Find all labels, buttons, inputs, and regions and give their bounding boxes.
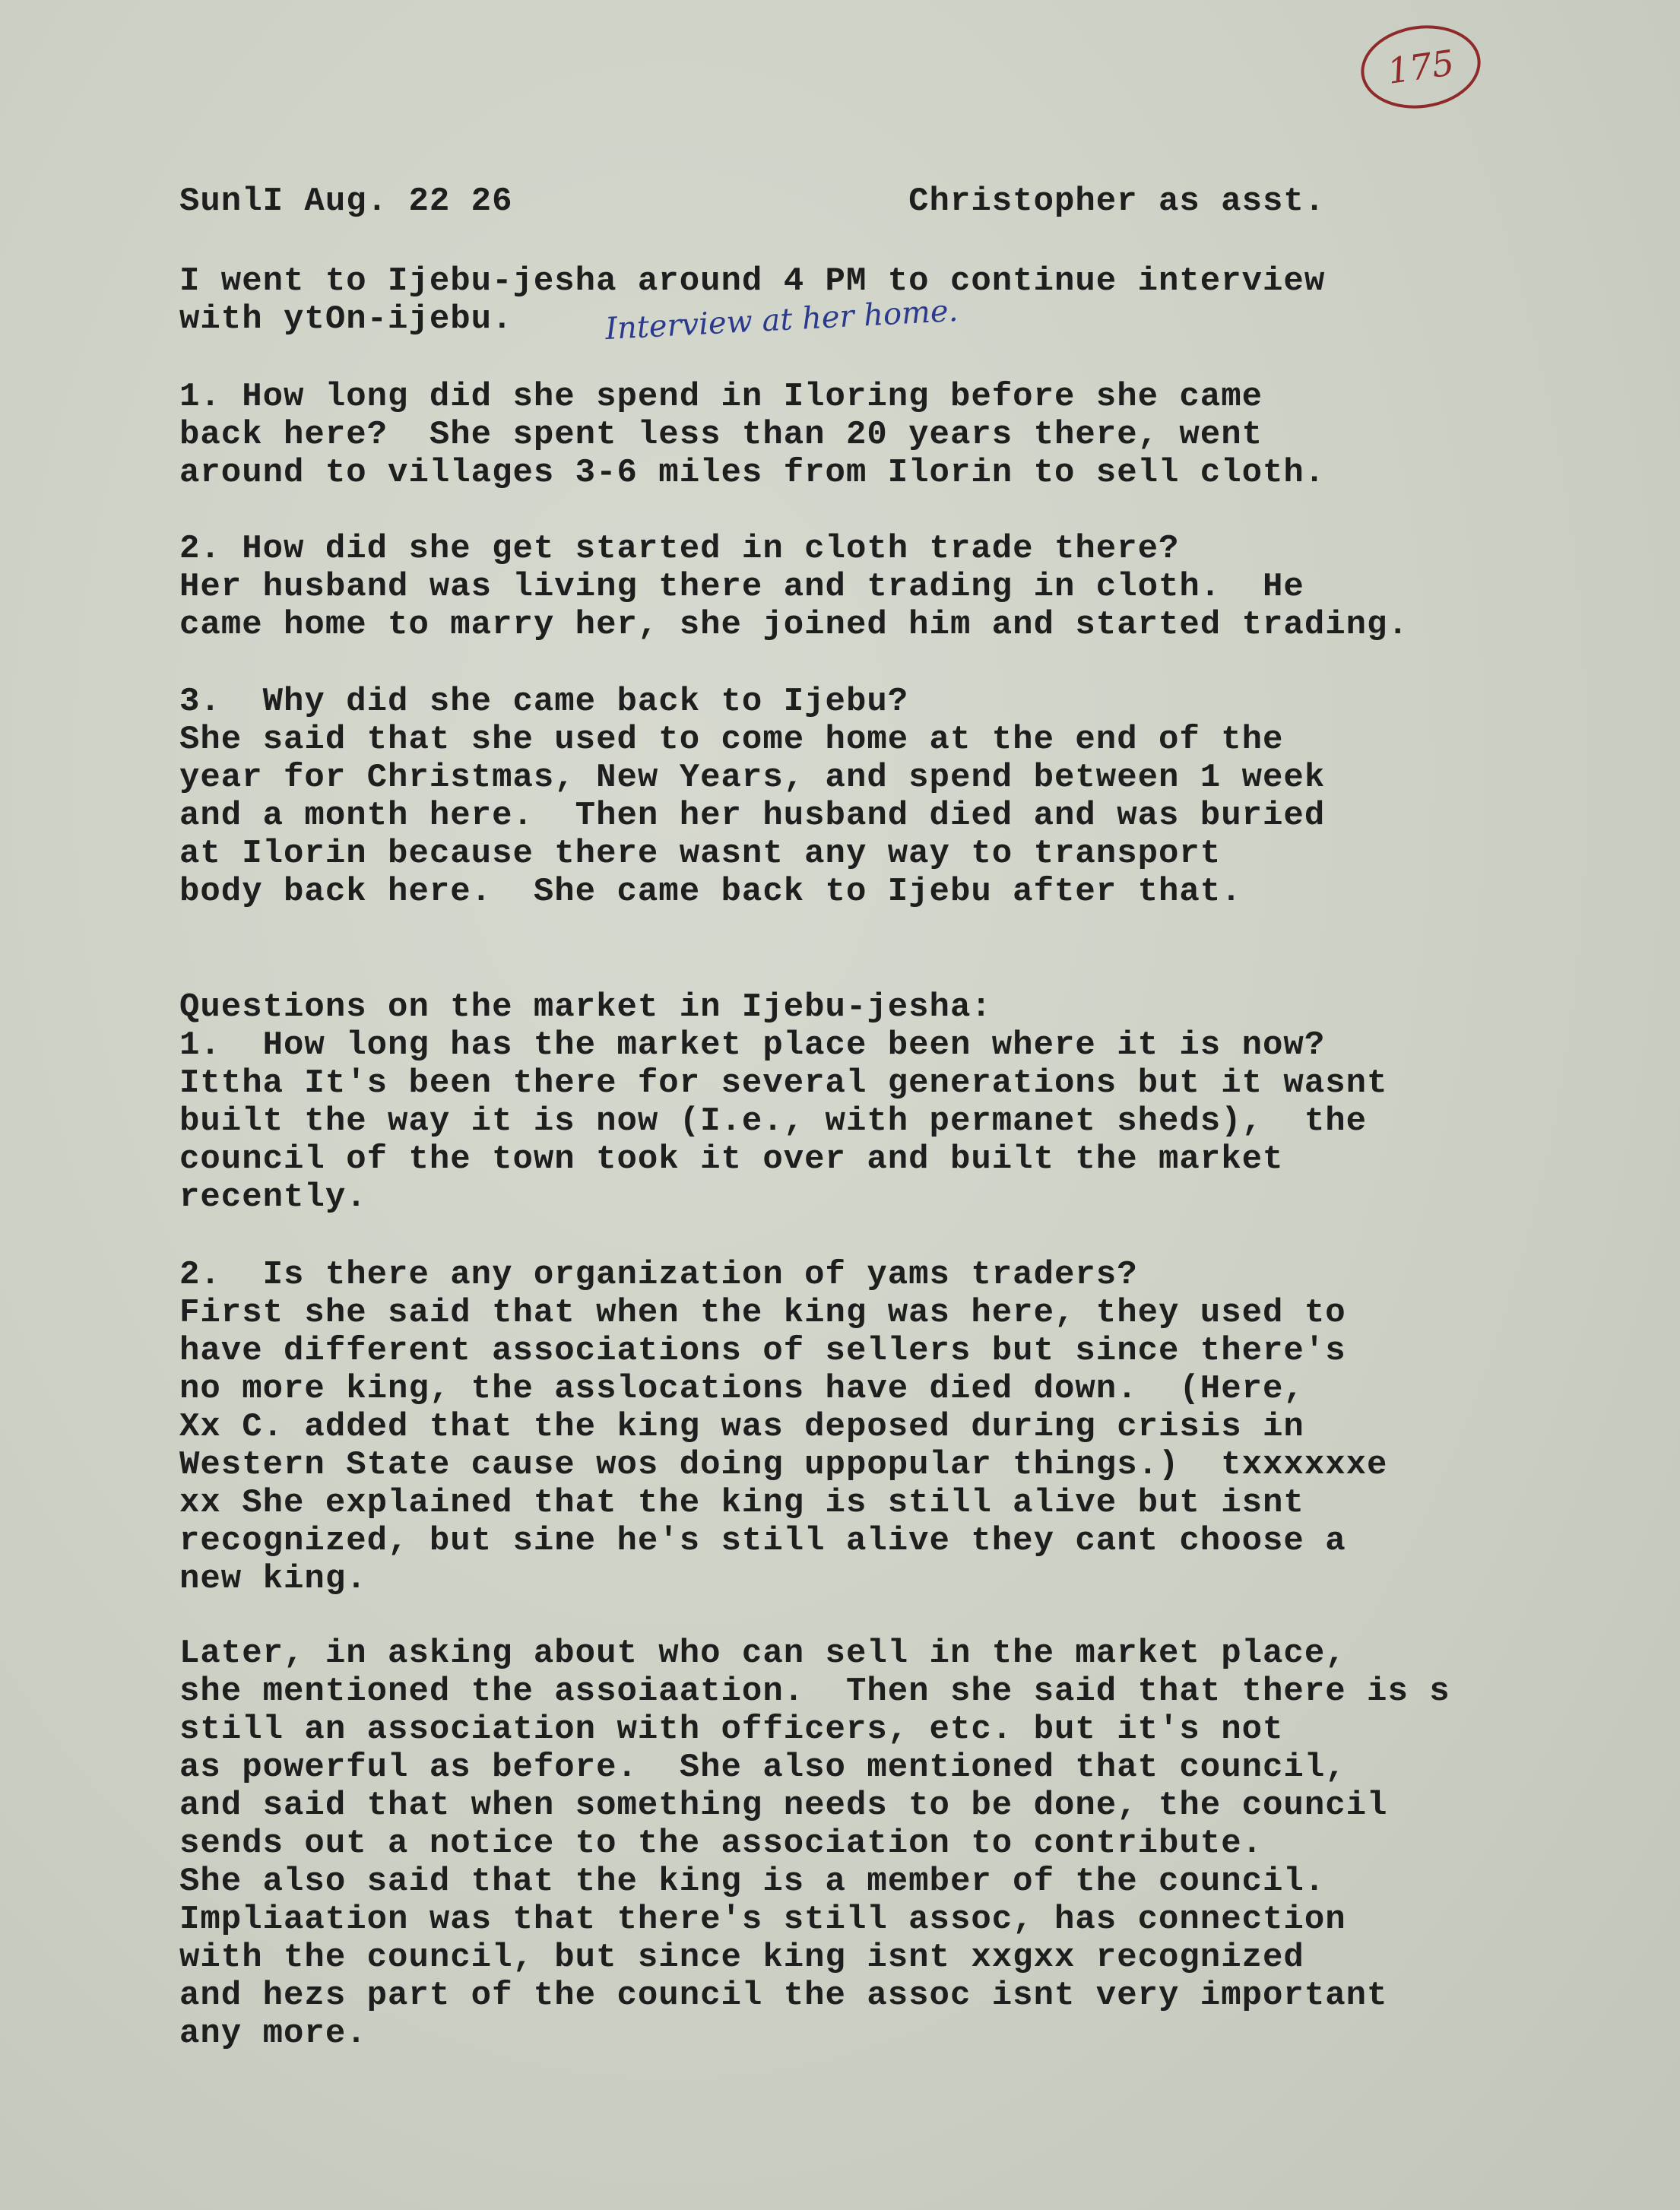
paragraph-question-3 bbox=[179, 683, 1325, 911]
paragraph-later bbox=[179, 1635, 1450, 2053]
text-line: and a month here. Then her husband died and was buried bbox=[179, 797, 1326, 835]
text-line: First she said that when the king was here, they used to bbox=[179, 1294, 1346, 1332]
text-line: Impliaation was that there's still assoc, has connection bbox=[179, 1901, 1346, 1939]
text-line: came home to marry her, she joined him and started trading. bbox=[179, 606, 1409, 644]
text-line: no more king, the asslocations have died down. (Here, bbox=[179, 1370, 1304, 1408]
text-line: 3. Why did she came back to Ijebu? bbox=[179, 683, 909, 721]
paragraph-question-2 bbox=[179, 530, 1409, 644]
text-line: 2. Is there any organization of yams traders? bbox=[179, 1256, 1138, 1294]
text-line: I went to Ijebu-jesha around 4 PM to continue interview bbox=[179, 262, 1326, 300]
header-assistant: Christopher as asst. bbox=[908, 182, 1326, 220]
text-line: around to villages 3-6 miles from Ilorin to sell cloth. bbox=[179, 454, 1326, 492]
text-line: with ytOn-ijebu. bbox=[179, 300, 513, 338]
text-line: still an association with officers, etc. but it's not bbox=[179, 1711, 1284, 1749]
text-line: 2. How did she get started in cloth trade there? bbox=[179, 530, 1180, 568]
text-line: back here? She spent less than 20 years there, went bbox=[179, 416, 1263, 454]
text-line: have different associations of sellers but since there's bbox=[179, 1332, 1346, 1370]
text-line: xx She explained that the king is still alive but isnt bbox=[179, 1484, 1304, 1522]
page-number-stamp bbox=[1355, 18, 1485, 116]
text-line: 1. How long did she spend in Iloring before she came bbox=[179, 378, 1263, 416]
text-line: recognized, but sine he's still alive they cant choose a bbox=[179, 1522, 1346, 1560]
header-line bbox=[179, 182, 1325, 220]
text-line: She said that she used to come home at the end of the bbox=[179, 721, 1284, 759]
text-line: and hezs part of the council the assoc isnt very important bbox=[179, 1977, 1388, 2015]
text-line: body back here. She came back to Ijebu after that. bbox=[179, 873, 1242, 911]
text-line: any more. bbox=[179, 2015, 367, 2053]
text-line: new king. bbox=[179, 1560, 367, 1598]
header-date: SunlI Aug. 22 26 bbox=[179, 182, 513, 220]
text-line: sends out a notice to the association to contribute. bbox=[179, 1825, 1263, 1863]
text-line: recently. bbox=[179, 1178, 367, 1216]
paragraph-question-1 bbox=[179, 378, 1325, 492]
text-line: with the council, but since king isnt xxgxx recognized bbox=[179, 1939, 1304, 1977]
text-line: Xx C. added that the king was deposed during crisis in bbox=[179, 1408, 1304, 1446]
paragraph-market-question-2 bbox=[179, 1256, 1387, 1598]
text-line: council of the town took it over and built the market bbox=[179, 1140, 1284, 1178]
text-line: as powerful as before. She also mentioned that council, bbox=[179, 1749, 1346, 1787]
text-line: Later, in asking about who can sell in the market place, bbox=[179, 1635, 1346, 1673]
text-line: 1. How long has the market place been where it is now? bbox=[179, 1026, 1326, 1064]
text-line: Her husband was living there and trading in cloth. He bbox=[179, 568, 1304, 606]
text-line: She also said that the king is a member of the council. bbox=[179, 1863, 1326, 1901]
text-line: year for Christmas, New Years, and spend between 1 week bbox=[179, 759, 1326, 797]
text-line: built the way it is now (I.e., with permanet sheds), the bbox=[179, 1102, 1368, 1140]
page-number: 175 bbox=[1384, 42, 1457, 92]
text-line: Western State cause wos doing uppopular things.) txxxxxxe bbox=[179, 1446, 1388, 1484]
text-line: she mentioned the assoiaation. Then she said that there is s bbox=[179, 1673, 1450, 1711]
handwritten-note: Interview at her home. bbox=[604, 293, 959, 347]
text-line: Questions on the market in Ijebu-jesha: bbox=[179, 988, 992, 1026]
text-line: and said that when something needs to be done, the council bbox=[179, 1787, 1388, 1825]
text-line: at Ilorin because there wasnt any way to transport bbox=[179, 835, 1222, 873]
text-line: Ittha It's been there for several generations but it wasnt bbox=[179, 1064, 1388, 1102]
paragraph-market-question-1 bbox=[179, 988, 1387, 1216]
